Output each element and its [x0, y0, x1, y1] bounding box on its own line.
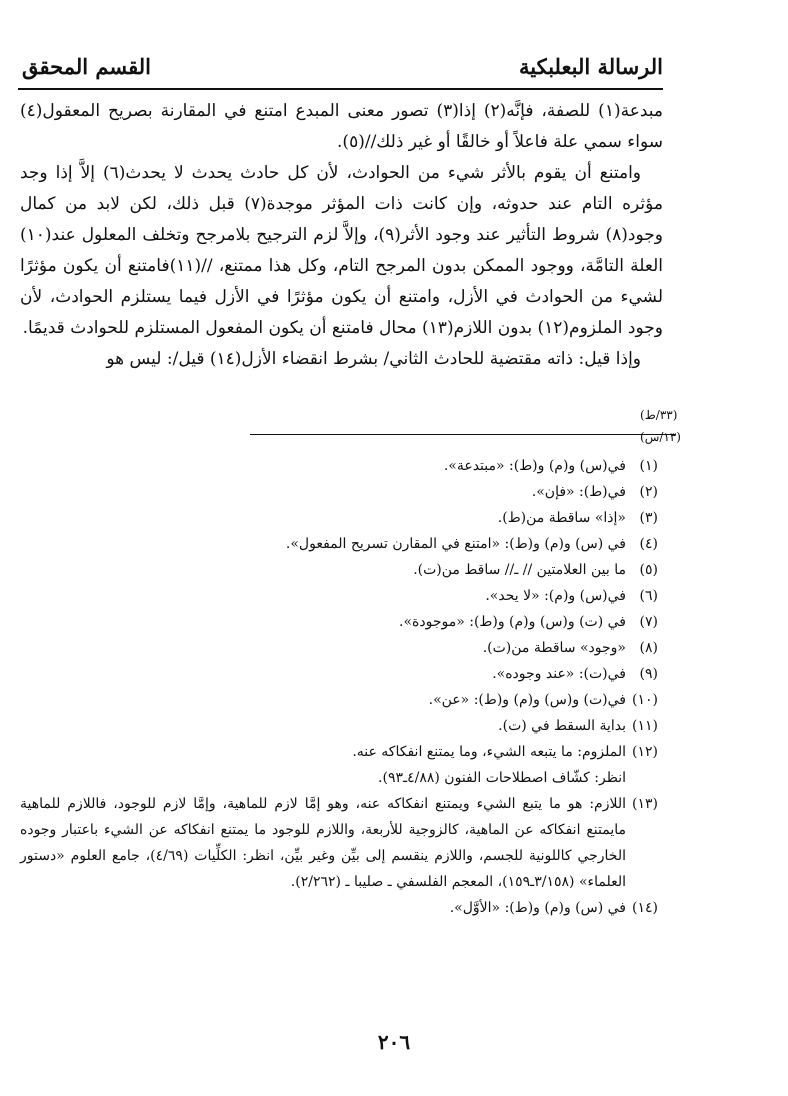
footnote-number: (٤) — [639, 536, 658, 552]
footnote-text: بداية السقط في (ت). — [498, 718, 626, 734]
footnote — [20, 505, 658, 531]
footnote-text: في(ت) و(س) و(م) و(ط): «عن». — [428, 692, 626, 708]
footnote — [20, 531, 658, 557]
footnote-text: في(س) و(م): «لا يحد». — [485, 588, 626, 604]
footnote-separator — [250, 434, 675, 435]
footnote-number: (١١) — [632, 718, 658, 734]
header-rule — [18, 88, 663, 90]
footnote — [20, 583, 658, 609]
footnote-number: (١٢) — [632, 744, 658, 760]
footnote-number: (٨) — [639, 640, 658, 656]
footnote — [20, 791, 658, 895]
footnote-text: «إذا» ساقطة من(ط). — [497, 510, 626, 526]
footnote-number: (٩) — [639, 666, 658, 682]
footnote-number: (٧) — [639, 614, 658, 630]
footnote-number: (٥) — [639, 562, 658, 578]
footnote — [20, 453, 658, 479]
footnote — [20, 479, 658, 505]
footnote-text: في(س) و(م) و(ط): «مبتدعة». — [443, 458, 626, 474]
running-header — [22, 48, 663, 88]
footnote — [20, 609, 658, 635]
footnote-number: (١٣) — [632, 796, 658, 812]
footnote-number: (٢) — [639, 484, 658, 500]
margin-note: (٣٣/ط) — [640, 408, 678, 422]
footnote-number: (٦) — [639, 588, 658, 604]
paragraph: وإذا قيل: ذاته مقتضية للحادث الثاني/ بشرط انقضاء الأزل(١٤) قيل/: ليس هو — [106, 349, 641, 369]
footnote — [20, 895, 658, 921]
footnote-text: في (س) و(م) و(ط): «الأوَّل». — [449, 900, 626, 916]
footnote-number: (١٤) — [632, 900, 658, 916]
footnote-text: في(ت): «عند وجوده». — [492, 666, 626, 682]
footnote — [20, 635, 658, 661]
footnote-reference: انظر: كشّاف اصطلاحات الفنون (٤/٨٨ـ٩٣). — [378, 770, 626, 786]
footnote-text: اللازم: هو ما يتبع الشيء ويمتنع انفكاكه عنه، وهو إمَّا لازم للماهية، وإمَّا لازم للوجود، فاللازم للماهية مايمتنع انفكاكه عن الماهية، كالزوجية للأربعة، واللازم للوجود ما يمتنع انفكاكه عن الشيء باعتبار وجوده الخارجي كاللونية للجسم، واللازم ينقسم إلى بيِّن وغير بيِّن، انظر: الكلِّيات (٤/٦٩)، جامع العلوم «دستور العلماء» (٣/١٥٨ـ١٥٩)، المعجم الفلسفي ـ صليبا ـ (٢/٢٦٢). — [20, 796, 626, 890]
page-number: ٢٠٦ — [377, 1030, 411, 1054]
footnote — [20, 557, 658, 583]
footnote-text: ما بين العلامتين // ـ// ساقط من(ت). — [413, 562, 626, 578]
footnote-text: في(ط): «فإن». — [531, 484, 626, 500]
footnote — [20, 661, 658, 687]
main-text — [20, 96, 663, 375]
section-title: القسم المحقق — [22, 54, 151, 79]
footnote — [20, 739, 658, 765]
footnotes — [20, 453, 658, 921]
footnote-number: (٣) — [639, 510, 658, 526]
footnote-text: «وجود» ساقطة من(ت). — [482, 640, 626, 656]
margin-note: (١٣/س) — [640, 430, 681, 444]
footnote-text: في (ت) و(س) و(م) و(ط): «موجودة». — [399, 614, 626, 630]
footnote-number: (١) — [639, 458, 658, 474]
margin-notes — [640, 404, 690, 448]
paragraph: وامتنع أن يقوم بالأثر شيء من الحوادث، لأن كل حادث يحدث لا يحدث(٦) إلاَّ إذا وجد مؤثره التام عند حدوثه، وإن كانت ذات المؤثر موجدة(٧) قبل ذلك، لكن لابد من كمال وجود(٨) شروط التأثير عند وجود الأثر(٩)، وإلاَّ لزم الترجيح بلامرجح وتخلف المعلول عند(١٠) العلة التامَّة، ووجود الممكن بدون المرجح التام، وكل هذا ممتنع، //(١١)فامتنع أن يكون مؤثرًا لشيء من الحوادث في الأزل، وامتنع أن يكون مؤثرًا في الأزل فيما يستلزم الحوادث، لأن وجود الملزوم(١٢) بدون اللازم(١٣) محال فامتنع أن يكون المفعول المستلزم للحوادث قديمًا. — [20, 163, 663, 338]
footnote-number: (١٠) — [632, 692, 658, 708]
paragraph: مبدعة(١) للصفة، فإنَّه(٢) إذا(٣) تصور معنى المبدع امتنع في المقارنة بصريح المعقول(٤) سواء سمي علة فاعلاً أو خالقًا أو غير ذلك//(٥). — [20, 101, 664, 152]
footnote — [20, 713, 658, 739]
book-title: الرسالة البعلبكية — [519, 54, 663, 79]
footnote-text: في (س) و(م) و(ط): «امتنع في المقارن تسريح المفعول». — [285, 536, 626, 552]
footnote — [20, 687, 658, 713]
footnote-text: الملزوم: ما يتبعه الشيء، وما يمتنع انفكاكه عنه. — [352, 744, 626, 760]
